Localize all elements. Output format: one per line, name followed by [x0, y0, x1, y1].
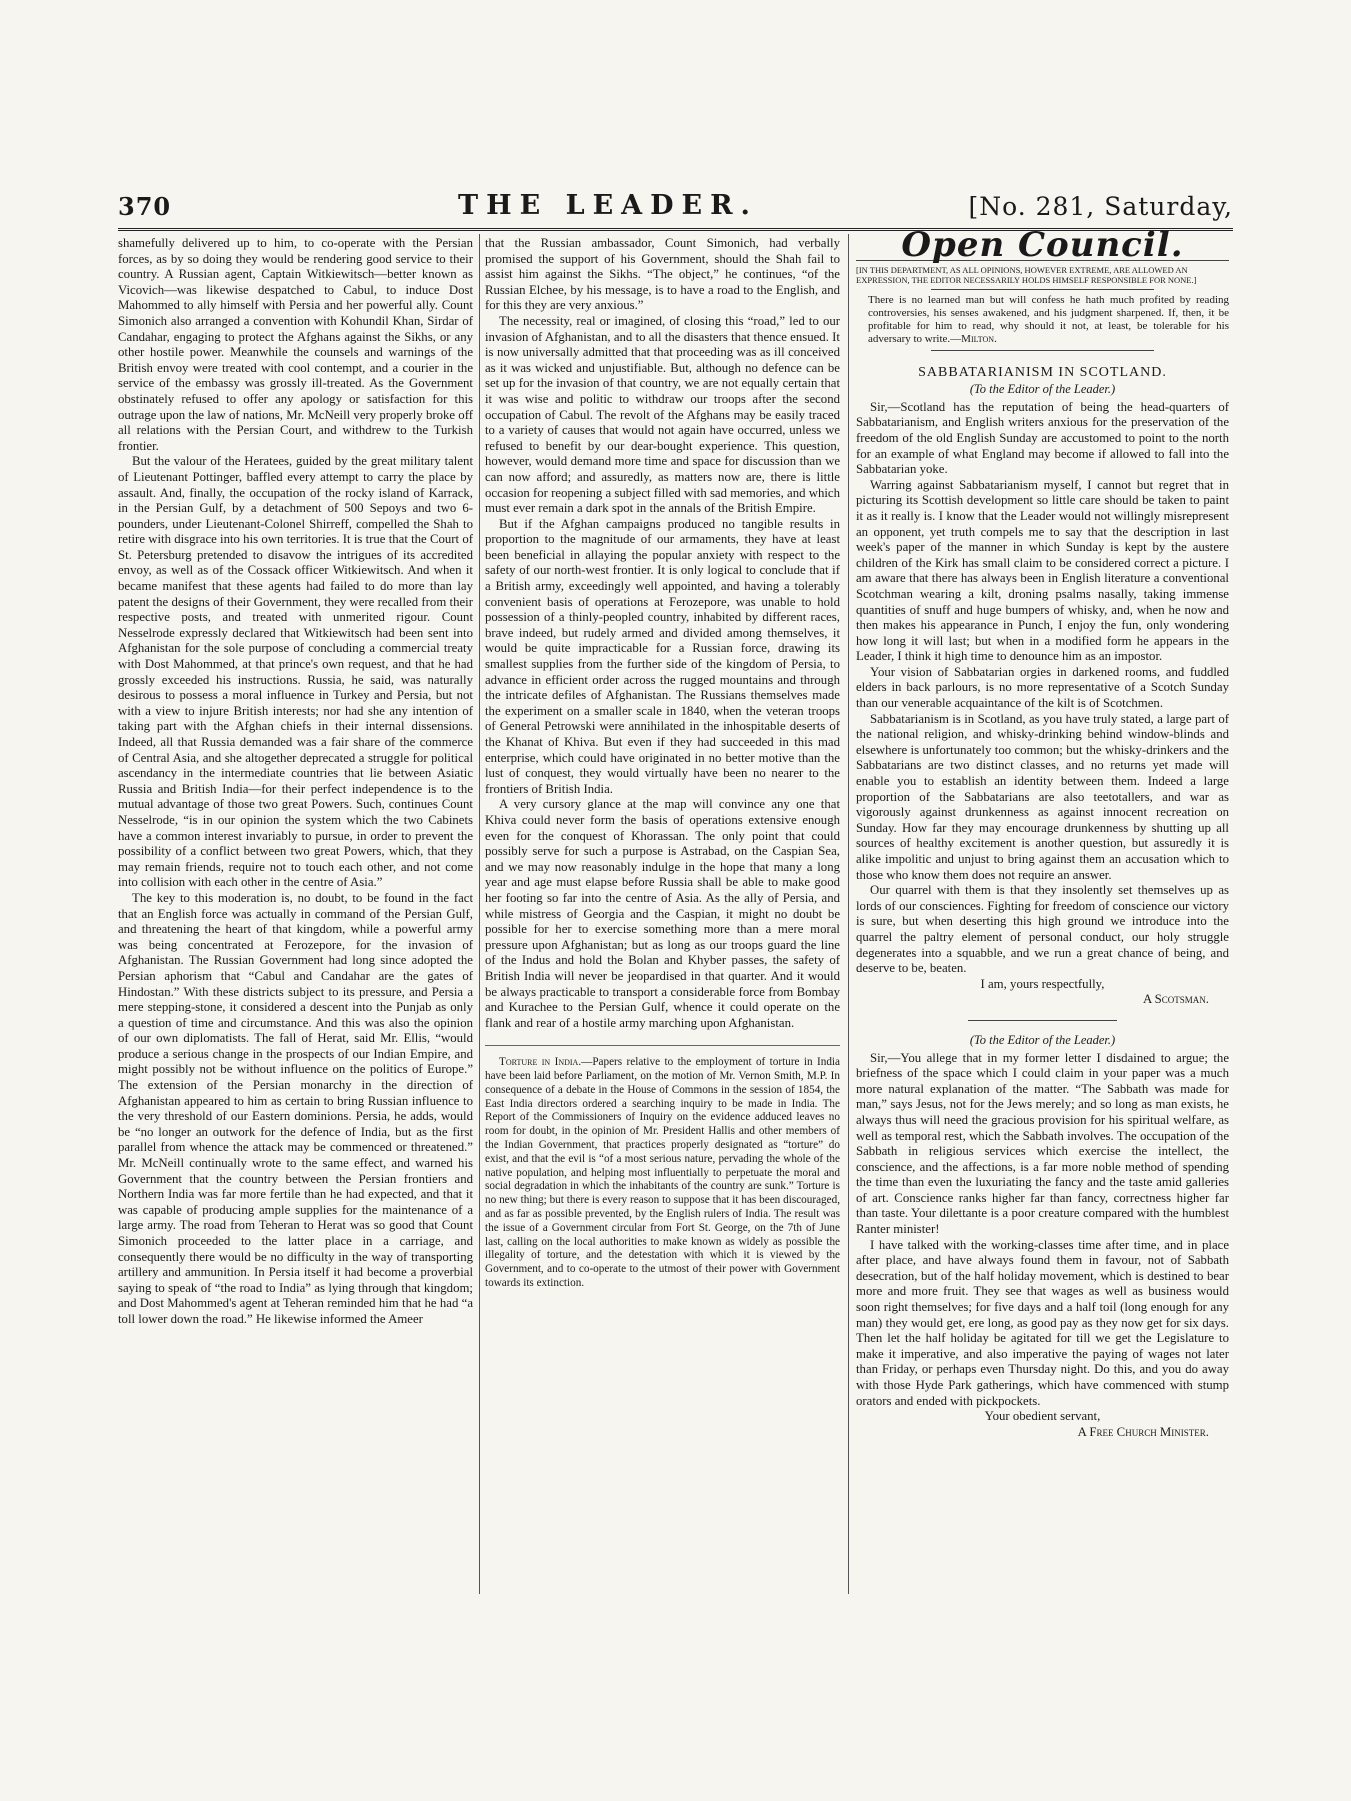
letter-signature: A Free Church Minister.	[1077, 1424, 1209, 1439]
paragraph: The necessity, real or imagined, of closing this “road,” led to our invasion of Afghanistan, and to all the disasters that thence ensued. It is now universally admitted that that proceeding was as ill conceived as it was wicked and unjustifiable. But, although no defence can be set up for the invasion of that country, we are not equally certain that it was wise and politic to withdraw our troops after the second occupation of Cabul. The revolt of the Afghans may be easily traced to a variety of causes that would not again have occurred, unless we refused to benefit by our dear-bought experience. This question, however, would demand more time and space for discussion than we can now afford; and assuredly, as matters now are, there is little occasion for reopening a subject filled with sad memories, and which must ever remain a dark spot in the annals of the British Empire.	[485, 313, 841, 516]
news-note-text: —Papers relative to the employment of torture in India have been laid before Parliament, on the motion of Mr. Vernon Smith, M.P. In consequence of a debate in the House of Commons in the session of 1854, the East India directors ordered a searching inquiry to be made in India. The Report of the Commissioners of Inquiry on the evidence adduced leaves no room for doubt, in the opinion of Mr. President Hallis and other members of the Indian Government, that practices properly designated as “torture” do exist, and that the evil is “of a most serious nature, pervading the whole of the native population, and helping most influentially to perpetuate the moral and social degradation in which the inhabitants of the country are sunk.” Torture is no new thing; but there is every reason to suppose that it has been discouraged, and as far as possible prevented, by the English rulers of India. The result was the issue of a Government circular from Fort St. George, on the 7th of June last, calling on the local authorities to make known as widely as possible the illegality of torture, and the detestation with which it is viewed by the Government, and to co-operate to the utmost of their power with Government towards its extinction.	[485, 1056, 840, 1290]
paragraph: The key to this moderation is, no doubt, to be found in the fact that an English force was actually in command of the Persian Gulf, and threatening the heart of that kingdom, while a powerful army was being concentrated at Ferozepore, for the invasion of Afghanistan. The Russian Government had long since adopted the Persian aphorism that “Cabul and Candahar are the gates of Hindostan.” With these districts subject to its pressure, and Persia a mere stepping-stone, it considered a descent into the Punjab as only a question of time and circumstance. And this was also the opinion of our own diplomatists. The fall of Herat, said Mr. Ellis, “would produce a serious change in the prospects of our Indian Empire, and might possibly not be without influence on the politics of Europe.” The extension of the Persian monarchy in the direction of Afghanistan appeared to him as certain to bring Russian influence to the very threshold of our Eastern dominions. Persia, he adds, would be “no longer an outwork for the defence of India, but as the first parallel from whence the attack may be commenced or threatened.” Mr. McNeill continually wrote to the same effect, and warned his Government that the country between the Persian frontiers and Northern India was far more fertile than he had expected, and that it was capable of producing ample supplies for the maintenance of a large army. The road from Teheran to Herat was so good that Count Simonich proceeded to the latter place in a carriage, and consequently there would be no difficulty in the way of transporting artillery and ammunition. In Persia itself it had become a proverbial saying to speak of “the road to India” as lying through that kingdom; and Dost Mahommed's agent at Teheran reminded him that he had “a toll lower down the road.” He likewise informed the Ameer	[118, 890, 473, 1326]
paragraph: Sir,—You allege that in my former letter I disdained to argue; the briefness of the space which I could claim in your paper was a much more natural explanation of the matter. “The Sabbath was made for man,” says Jesus, not for the Jews merely; and so long as man exists, he always thus will need the gracious provision for his spiritual welfare, as well as temporal rest, which the Sabbath involves. The occupation of the Sabbath in religious services which exercise the intellect, the conscience, and the affections, is a far more noble method of spending the time than even the luxuriating the fancy and the taste amid galleries of art. Conscience ranks higher far than fancy, correctness higher far than taste. Your dilettante is a poor creature compared with the humblest Ranter minister!	[856, 1050, 1229, 1237]
paragraph: But the valour of the Heratees, guided by the great military talent of Lieutenant Pottinger, baffled every attempt to carry the place by assault. And, finally, the occupation of the rocky island of Karrack, in the Persian Gulf, by a detachment of 500 Sepoys and two 6-pounders, under Lieutenant-Colonel Shirreff, compelled the Shah to retire with disgrace into his own territories. It is true that the Court of St. Petersburg pretended to disavow the intrigues of its accredited envoy, as well as of the Cossack officer Witkiewitsch. And when it became manifest that these agents had failed to do more than lay patent the designs of their Government, they were recalled from their respective posts, and treated with unmerited rigour. Count Nesselrode expressly declared that Witkiewitsch had been sent into Afghanistan for the sole purpose of concluding a commercial treaty with Dost Mahommed, at that prince's own request, and that he had grossly exceeded his instructions. Russia, he said, was naturally desirous to possess a moral influence in Turkey and Persia, but not with a view to injure British interests; nor had she any intention of taking part with the Afghan chiefs in their internal dissensions. Indeed, all that Russia demanded was a fair share of the commerce of Central Asia, and she altogether deprecated a struggle for political ascendancy in the intermediate countries that lie between Asiatic Russia and British India—for their perfect independence is to the mutual advantage of those two great Powers. Such, continues Count Nesselrode, “is in our opinion the system which the two Cabinets have a common interest invariably to pursue, in order to prevent the possibility of a conflict between two great Powers, which, that they may remain friends, require not to touch each other, and not come into collision with each other in the centre of Asia.”	[118, 454, 473, 890]
paragraph: But if the Afghan campaigns produced no tangible results in proportion to the magnitude of our armaments, they have at least been beneficial in allaying the popular anxiety with respect to the safety of our north-west frontier. It is only logical to conclude that if a British army, exceedingly well appointed, and having a tolerably convenient basis of operations at Ferozepore, was unable to hold possession of a thinly-peopled country, inhabited by different races, brave indeed, but rudely armed and divided among themselves, it would be quite impracticable for a Russian force, drawing its smallest supplies from the further side of the kingdom of Persia, to advance in efficient order across the rugged mountains and through the intricate defiles of Afghanistan. The Russians themselves made the experiment on a smaller scale in 1840, when the veteran troops of General Petrowski were annihilated in the inhospitable deserts of the Khanat of Khiva. But even if they had succeeded in this mad enterprise, which could have originated in no better motive than the lust of conquest, they would virtually have been no nearer to the frontiers of British India.	[485, 516, 840, 796]
paragraph: that the Russian ambassador, Count Simonich, had verbally promised the support of his Government, should the Shah fail to assist him against the Sikhs. “The object,” he continues, “of the Russian Elchee, by his message, is to have a road to the English, and for this they are very anxious.”	[485, 236, 840, 313]
open-council-heading: Open Council.	[901, 225, 1184, 265]
letter-closing: Your obedient servant,	[984, 1409, 1101, 1424]
section-title: SABBATARIANISM IN SCOTLAND.	[918, 364, 1167, 380]
paragraph: Warring against Sabbatarianism myself, I cannot but regret that in picturing its Scottish development so little care should be taken to paint it as it really is. I know that the Leader would not willingly misrepresent an opponent, yet truth compels me to say that the description in last week's paper of the manner in which Sunday is kept by the austere children of the Kirk has small claim to be considered correct a picture. I am aware that there has always been in English literature a conventional Scotchman wearing a kilt, droning psalms nasally, taking immense quantities of snuff and huge bumpers of whisky, and, when he now and then makes his appearance in Punch, I enjoy the fun, only wondering how long it will last; but when in a modified form he appears in the Leader, I think it high time to denounce him as an impostor.	[856, 477, 1229, 664]
letter-closing: I am, yours respectfully,	[980, 976, 1105, 991]
letter-signature: A Scotsman.	[1142, 992, 1209, 1007]
editor-line: (To the Editor of the Leader.)	[969, 382, 1116, 397]
column-1	[118, 236, 473, 1328]
paragraph: A very cursory glance at the map will convince any one that Khiva could never form the basis of operations extensive enough even for the conquest of Khorassan. The only point that could possibly serve for such a purpose is Astrabad, on the Caspian Sea, and we may now reasonably indulge in the hope that many a long year and age must elapse before Russia shall be able to make good her footing so far into the centre of Asia. As the ally of Persia, and while mistress of Georgia and the Caspian, it might no doubt be possible for her to exercise something more than a mere moral pressure upon Afghanistan; but as long as our troops guard the line of the Indus and hold the Bolan and Khyber passes, the safety of British India will never be jeopardised in that quarter. And it would be always practicable to transport a considerable force from Bombay and Kurachee to the Persian Gulf, whence it could operate on the flank and rear of a hostile army marching upon Afghanistan.	[485, 797, 840, 1030]
divider	[931, 289, 1155, 290]
news-note-label: Torture in India.	[499, 1056, 582, 1069]
column-divider	[848, 234, 849, 1594]
page-header	[118, 192, 1233, 226]
paragraph: Sabbatarianism is in Scotland, as you have truly stated, a large part of the national religion, and whisky-drinking behind window-blinds and elsewhere is unfortunately too common; but the whisky-drinkers and the Sabbatarians are two distinct classes, and no returns yet made will enable you to establish an identity between them. Indeed a large proportion of the Sabbatarians are also teetotallers, and war as vigorously against drunkenness as against innocent recreation on Sunday. How far they may encourage drunkenness by shutting up all sources of healthy excitement is another question, but assuredly it is alike impolitic and unjust to bring against them an accusation which to those who know them does not require an answer.	[856, 711, 1229, 882]
open-council-disclaimer: [IN THIS DEPARTMENT, AS ALL OPINIONS, HOWEVER EXTREME, ARE ALLOWED AN EXPRESSION, THE EDITOR NECESSARILY HOLDS HIMSELF RESPONSIBLE FOR NONE.]	[856, 260, 1229, 285]
news-note	[485, 1045, 840, 1291]
column-3	[856, 225, 1229, 1440]
paragraph: I have talked with the working-classes time after time, and in place after place, and have always found them in favour, not of Sabbath desecration, but of the half holiday movement, which is destined to bear more and more fruit. They see that wages as well as business would soon right themselves; for five days and a half toil (long enough for any man) they would get, ere long, as good pay as they now get for six days. Then let the half holiday be agitated for till we get the Legislature to make it imperative, and also imperative the paying of wages not later than Friday, or perhaps even Thursday night. Do this, and you do away with those Hyde Park gatherings, which have commenced with stump orators and ended with pickpockets.	[856, 1237, 1229, 1408]
epigraph-text: There is no learned man but will confess he hath much profited by reading controversies, his senses awakened, and his judgment sharpened. If, then, it be profitable for him to read, why should it not, at least, be tolerable for his adversary to write.	[868, 293, 1229, 345]
paragraph: Sir,—Scotland has the reputation of being the head-quarters of Sabbatarianism, and English writers anxious for the preservation of the freedom of the old English Sunday are accustomed to point to the north for an example of what England may become if allowed to fall into the Sabbatarian yoke.	[856, 399, 1229, 477]
page-number: 370	[118, 192, 172, 221]
editor-line: (To the Editor of the Leader.)	[969, 1032, 1116, 1047]
masthead-title: THE LEADER.	[458, 190, 758, 221]
paragraph: Your vision of Sabbatarian orgies in darkened rooms, and fuddled elders in back parlours, is no more representative of a Scotch Sunday than our venerable acquaintance of the kilt is of Scotchmen.	[856, 664, 1229, 711]
column-divider	[479, 234, 480, 1594]
column-2	[485, 236, 840, 1291]
divider	[931, 350, 1155, 351]
epigraph	[856, 294, 1229, 346]
epigraph-attribution: —Milton.	[950, 332, 997, 345]
paragraph: shamefully delivered up to him, to co-operate with the Persian forces, as by so doing they would be rendering good service to their country. A Russian agent, Captain Witkiewitsch—better known as Vicovich—was likewise despatched to Cabul, to induce Dost Mahommed to ally himself with Persia and her powerful ally. Count Simonich also arranged a convention with Kohundil Khan, Sirdar of Candahar, engaging to protect the Afghans against the Sikhs, or any other hostile power. Meanwhile the counsels and warnings of the British envoy were treated with cool contempt, and a courier in the service of the embassy was grossly ill-treated. As the Government obstinately refused to offer any apology or satisfaction for this outrage upon the law of nations, Mr. McNeill very properly broke off all relations with the Persian Court, and withdrew to the Turkish frontier.	[118, 236, 473, 453]
issue-label: [No. 281, Saturday,	[968, 192, 1233, 221]
divider	[968, 1020, 1117, 1021]
news-note-paragraph	[485, 1056, 840, 1291]
paragraph: Our quarrel with them is that they insolently set themselves up as lords of our consciences. Fighting for freedom of conscience our victory is sure, but when deserting this high ground we introduce into the quarrel the paltry element of personal conduct, our holy struggle degenerates into a squabble, and we run a great chance of being, and deserve to be, beaten.	[856, 883, 1229, 976]
